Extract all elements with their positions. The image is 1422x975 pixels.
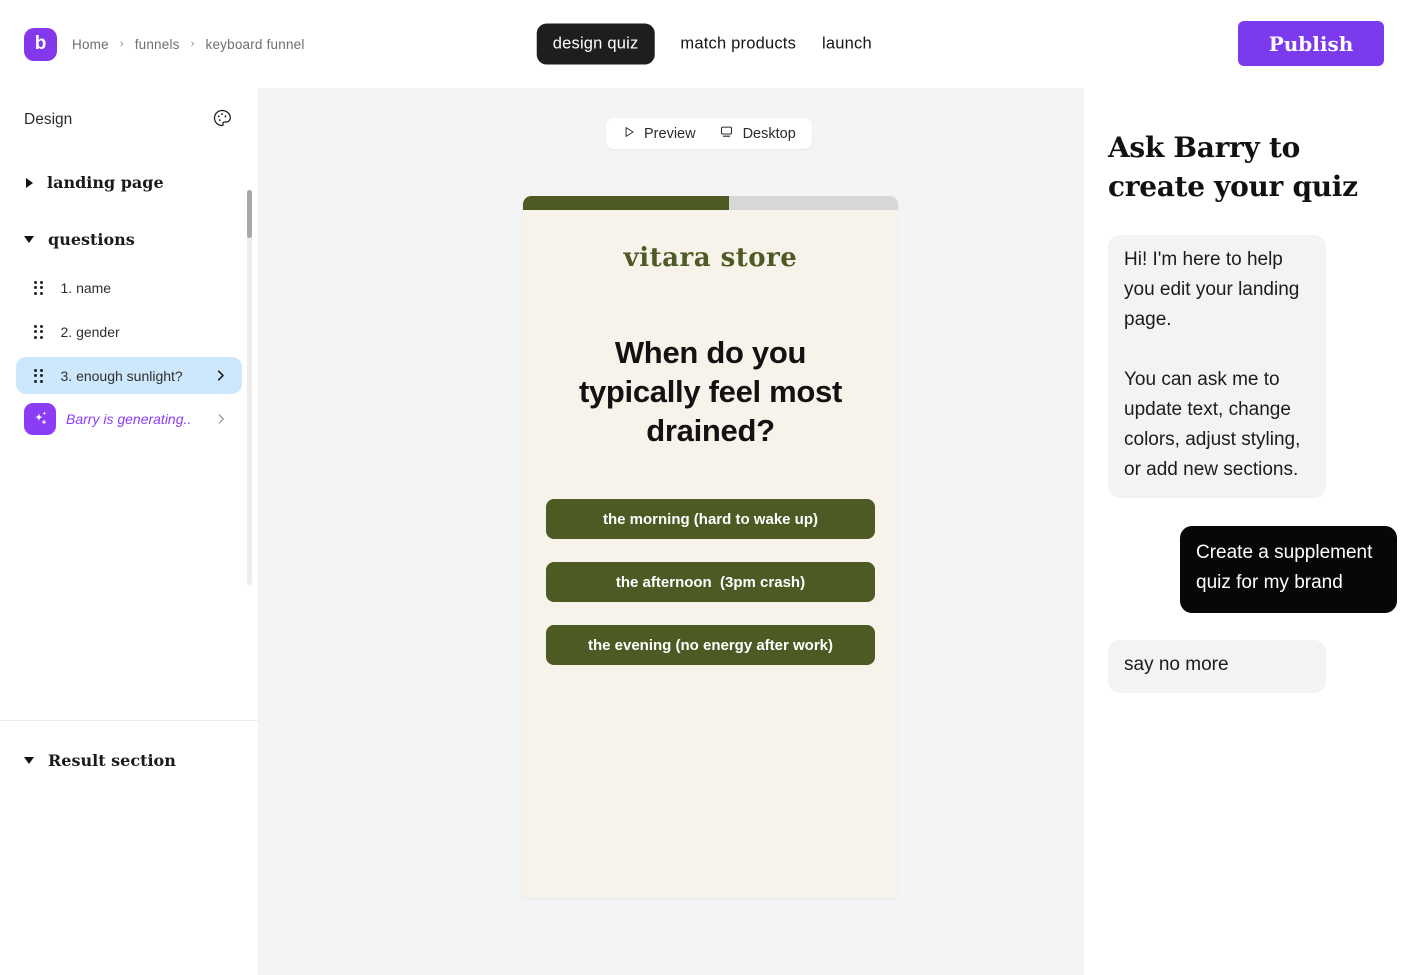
breadcrumb xyxy=(72,37,305,52)
barry-generating-label: Barry is generating.. xyxy=(66,410,192,427)
preview-toggle[interactable] xyxy=(622,125,696,143)
tab-design-quiz[interactable]: design quiz xyxy=(537,24,655,65)
device-toggle[interactable] xyxy=(718,124,796,143)
breadcrumb-separator-icon: › xyxy=(119,38,124,50)
sidebar-scrollbar-track[interactable] xyxy=(247,190,252,585)
quiz-progress-fill xyxy=(523,196,729,210)
quiz-answers xyxy=(523,499,898,665)
answer-button-afternoon[interactable]: the afternoon (3pm crash) xyxy=(546,562,875,602)
drag-handle-icon[interactable] xyxy=(34,281,43,295)
caret-down-icon xyxy=(24,757,34,764)
design-sidebar xyxy=(0,88,259,975)
sidebar-scrollbar-thumb[interactable] xyxy=(247,190,252,238)
tree-item-questions[interactable] xyxy=(0,218,258,261)
question-row-enough-sunlight[interactable] xyxy=(16,357,242,394)
question-row-name[interactable] xyxy=(16,269,242,306)
sidebar-title: Design xyxy=(24,110,73,128)
desktop-icon xyxy=(718,124,735,143)
question-label: 1. name xyxy=(60,279,112,296)
caret-right-icon xyxy=(26,178,33,188)
section-tree xyxy=(0,131,258,437)
palette-icon xyxy=(212,108,232,131)
drag-handle-icon[interactable] xyxy=(34,325,43,339)
quiz-progress-bar xyxy=(523,196,898,210)
chat-message-assistant: say no more xyxy=(1108,640,1326,693)
breadcrumb-funnels[interactable]: funnels xyxy=(134,36,180,52)
barry-chat-panel xyxy=(1084,88,1422,975)
answer-button-morning[interactable]: the morning (hard to wake up) xyxy=(546,499,875,539)
chat-message-user: Create a supplement quiz for my brand xyxy=(1180,526,1397,613)
tree-item-landing-page[interactable] xyxy=(0,161,258,204)
chevron-right-icon[interactable] xyxy=(213,368,228,383)
tree-item-label: landing page xyxy=(47,173,164,192)
tree-item-label: questions xyxy=(48,230,135,249)
sparkles-icon xyxy=(24,403,56,435)
drag-handle-icon[interactable] xyxy=(34,369,43,383)
quiz-preview-card xyxy=(523,196,898,898)
question-label: 2. gender xyxy=(60,323,120,340)
view-controls xyxy=(606,118,812,149)
theme-palette-button[interactable] xyxy=(212,108,232,131)
tab-launch[interactable]: launch xyxy=(822,34,872,53)
publish-button[interactable]: Publish xyxy=(1238,21,1384,66)
chat-message-assistant xyxy=(1108,235,1326,498)
preview-canvas xyxy=(259,88,1084,975)
breadcrumb-current: keyboard funnel xyxy=(205,36,305,52)
answer-button-evening[interactable]: the evening (no energy after work) xyxy=(546,625,875,665)
breadcrumb-home[interactable]: Home xyxy=(72,36,109,52)
app-logo[interactable]: b xyxy=(24,28,57,61)
question-label: 3. enough sunlight? xyxy=(60,367,183,384)
tree-item-result-section[interactable] xyxy=(0,739,258,782)
chevron-right-icon[interactable] xyxy=(214,412,228,426)
question-row-gender[interactable] xyxy=(16,313,242,350)
chat-message-paragraph: Hi! I'm here to help you edit your landing page. xyxy=(1124,249,1300,330)
play-icon xyxy=(622,125,636,143)
chat-message-paragraph: You can ask me to update text, change colors, adjust styling, or add new sections. xyxy=(1124,369,1301,480)
quiz-brand-logo: vitara store xyxy=(623,243,798,273)
chat-title: Ask Barry to create your quiz xyxy=(1108,131,1358,203)
caret-down-icon xyxy=(24,236,34,243)
tree-item-label: Result section xyxy=(48,751,176,770)
tab-match-products[interactable]: match products xyxy=(680,34,797,53)
top-bar xyxy=(0,0,1422,88)
device-label: Desktop xyxy=(742,125,796,142)
barry-generating-row[interactable] xyxy=(16,400,242,437)
result-section-area xyxy=(0,720,258,975)
breadcrumb-separator-icon: › xyxy=(190,38,195,50)
preview-label: Preview xyxy=(644,125,696,142)
quiz-question-heading: When do you typically feel most drained? xyxy=(578,335,843,449)
workflow-tabs xyxy=(537,24,872,65)
